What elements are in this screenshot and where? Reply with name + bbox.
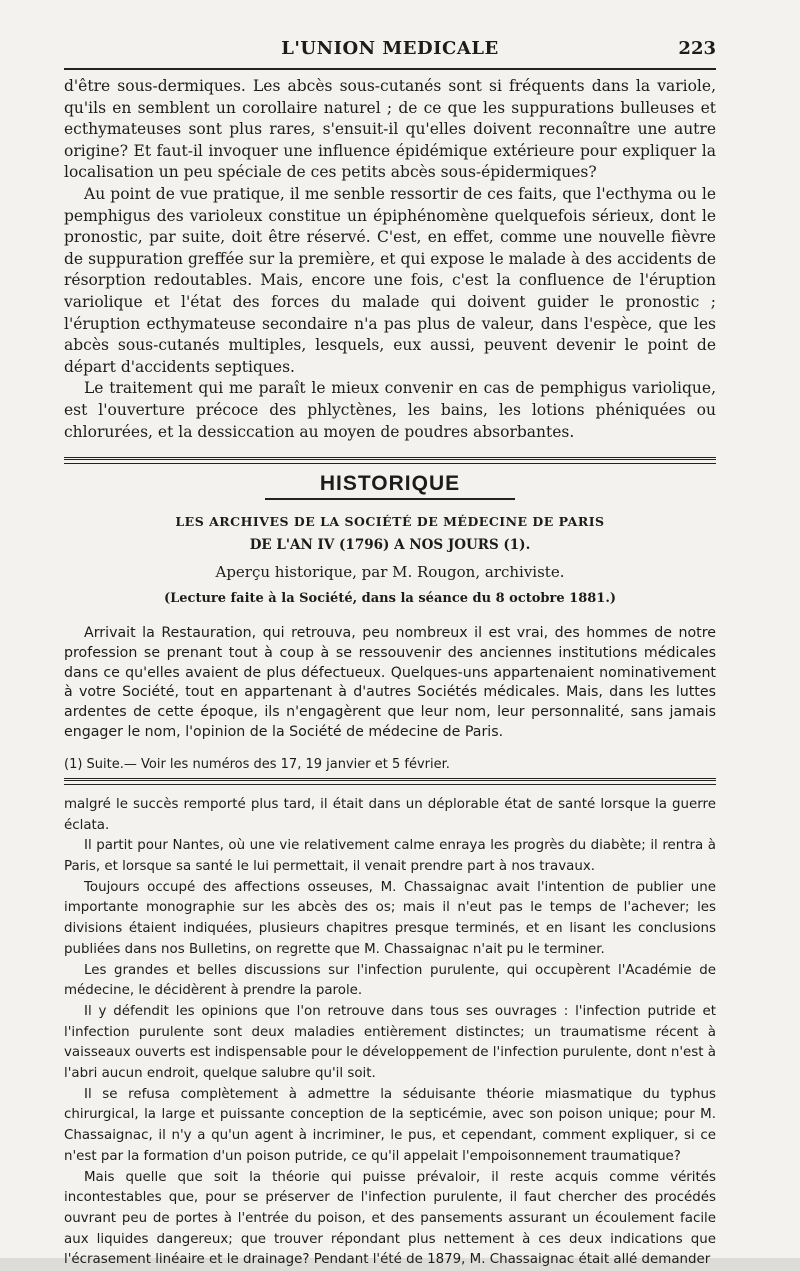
lower-column xyxy=(64,795,716,1271)
lower-paragraph-2: Il partit pour Nantes, où une vie relativement calme enraya les progrès du diabète; il rentra à Paris, et lorsque sa santé le lui permettait, il venait prendre part à nos travaux. xyxy=(64,838,716,874)
intro-paragraph-1: d'être sous-dermiques. Les abcès sous-cutanés sont si fréquents dans la variole, qu'ils en semblent un corollaire naturel ; de ce que les suppurations bulleuses et ecthymateuses sont plus rares, s'ensuit-il qu'elles doivent reconnaître une autre origine? Et faut-il invoquer une influence épidémique extérieure pour expliquer la localisation un peu spéciale de ces petits abcès sous-épidermiques? xyxy=(64,77,716,182)
intro-paragraph-3: Le traitement qui me paraît le mieux convenir en cas de pemphigus variolique, est l'ouverture précoce des phlyctènes, les bains, les lotions phéniquées ou chlorurées, et la dessiccation au moyen de poudres absorbantes. xyxy=(64,379,716,441)
article-paragraph: Arrivait la Restauration, qui retrouva, peu nombreux il est vrai, des hommes de notre profession se prenant tout à coup à se ressouvenir des anciennes institutions médicales dans ce qu'elles avaient de plus défectueux. Quelques-uns appartenaient nominativement à votre Société, tout en appartenant à d'autres Sociétés médicales. Mais, dans les luttes ardentes de cette époque, ils n'engagèrent que leur nom, leur personnalité, sans jamais engager le nom, l'opinion de la Société de médecine de Paris. xyxy=(64,625,716,741)
lower-paragraph-6: Il se refusa complètement à admettre la séduisante théorie miasmatique du typhus chirurgical, la large et puissante conception de la septicémie, avec son poison unique; pour M. Chassaignac, il n'y a qu'un agent à incriminer, le pus, et cependant, comment expliquer, si ce n'est par la formation d'un poison putride, ce qu'il appelait l'empoisonnement traumatique? xyxy=(64,1086,716,1164)
article-body xyxy=(64,624,716,743)
header-rule xyxy=(64,68,716,70)
footnote: (1) Suite.— Voir les numéros des 17, 19 janvier et 5 février. xyxy=(64,756,450,772)
running-header xyxy=(64,34,716,64)
article-byline: Aperçu historique, par M. Rougon, archiviste. xyxy=(215,563,565,582)
article-heading: LES ARCHIVES DE LA SOCIÉTÉ DE MÉDECINE DE PARIS xyxy=(175,514,605,530)
article-heading-dates: DE L'AN IV (1796) A NOS JOURS (1). xyxy=(249,537,531,554)
lower-paragraph-3: Toujours occupé des affections osseuses, M. Chassaignac avait l'intention de publier une importante monographie sur les abcès des os; mais il n'eut pas le temps de l'achever; les divisions étaient indiquées, plusieurs chapitres presque terminés, et en lisant les conclusions publiées dans nos Bulletins, on regrette que M. Chassaignac n'ait pu le terminer. xyxy=(64,879,716,957)
section-divider xyxy=(64,457,716,464)
page-number: 223 xyxy=(678,38,716,59)
section-title-rule xyxy=(265,498,515,500)
page-content xyxy=(64,34,716,1271)
lecture-note: (Lecture faite à la Société, dans la séance du 8 octobre 1881.) xyxy=(163,591,617,607)
intro-paragraph-2: Au point de vue pratique, il me senble ressortir de ces faits, que l'ecthyma ou le pemphigus des varioleux constitue un épiphénomène quelquefois sérieux, dont le pronostic, par suite, doit être réservé. C'est, en effet, comme une nouvelle fièvre de suppuration greffée sur la première, et qui expose le malade à des accidents de résorption redoutables. Mais, encore une fois, c'est la confluence de l'éruption variolique et l'état des forces du malade qui doivent guider le pronostic ; l'éruption ecthymateuse secondaire n'a pas plus de valeur, dans l'espèce, que les abcès sous-cutanés multiples, lesquels, eux aussi, peuvent devenir le point de départ d'accidents septiques. xyxy=(64,184,716,376)
lower-paragraph-4: Les grandes et belles discussions sur l'infection purulente, qui occupèrent l'Académie de médecine, le décidèrent à prendre la parole. xyxy=(64,962,716,999)
section-title: HISTORIQUE xyxy=(319,472,461,496)
journal-title: L'UNION MEDICALE xyxy=(281,38,499,59)
lower-paragraph-1: malgré le succès remporté plus tard, il était dans un déplorable état de santé lorsque la guerre éclata. xyxy=(64,796,716,833)
lower-paragraph-7: Mais quelle que soit la théorie qui puisse prévaloir, il reste acquis comme vérités incontestables que, pour se préserver de l'infection purulente, il faut chercher des procédés ouvrant peu de portes à l'entrée du poison, et des pansements assurant un écoulement facile aux liquides dangereux; que trouver répondant plus nettement à ces deux indications que l'écrasement linéaire et le drainage? Pendant l'été de 1879, M. Chassaignac était allé demander xyxy=(64,1169,716,1268)
lower-paragraph-5: Il y défendit les opinions que l'on retrouve dans tous ses ouvrages : l'infection putride et l'infection purulente sont deux maladies entièrement distinctes; un traumatisme récent à vaisseaux ouverts est indispensable pour le développement de l'infection purulente, dont n'est à l'abri aucun endroit, quelque salubre qu'il soit. xyxy=(64,1003,716,1082)
lower-divider xyxy=(64,778,716,785)
